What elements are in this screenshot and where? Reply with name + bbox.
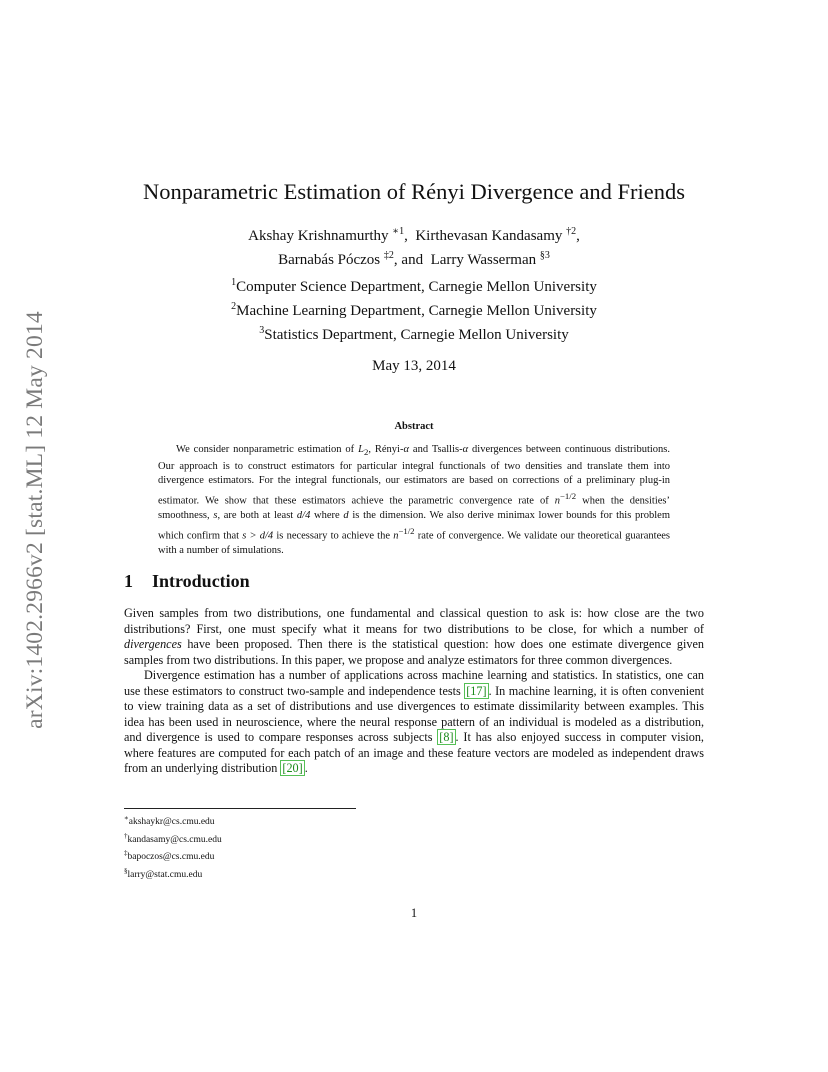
abstract-paragraph <box>158 443 670 558</box>
citation-link[interactable]: [8] <box>439 730 454 744</box>
body-paragraph <box>124 668 704 777</box>
abstract-text: when the densities’ smoothness, <box>158 495 670 521</box>
affiliation-name: Computer Science Department, Carnegie Mellon University <box>236 279 597 295</box>
affiliation-number: 1 <box>231 277 237 288</box>
affiliation-name: Machine Learning Department, Carnegie Mellon University <box>236 303 597 319</box>
footnote-mark: § <box>124 866 128 875</box>
math-symbol: d <box>343 509 349 521</box>
author-footnote-mark: ‡2 <box>383 250 394 261</box>
citation-link[interactable]: [20] <box>282 761 303 775</box>
body-text: Divergence estimation has a number of applications across machine learning and statistics. In statistics, one can use these estimators to construct two-sample and independence tests <box>124 668 704 698</box>
math-superscript: −1/2 <box>559 490 577 501</box>
author-footnote-mark: ∗1 <box>392 226 405 237</box>
affiliation-name: Statistics Department, Carnegie Mellon University <box>264 327 569 343</box>
publication-date: May 13, 2014 <box>372 358 456 374</box>
abstract-text: We consider nonparametric estimation of <box>176 444 359 455</box>
abstract-text: , Rényi- <box>368 444 404 455</box>
footnote-divider <box>124 808 356 809</box>
paper-title: Nonparametric Estimation of Rényi Divergence and Friends <box>143 179 685 204</box>
body-paragraph <box>124 606 704 668</box>
author-name: Kirthevasan Kandasamy <box>415 228 563 244</box>
section-number: 1 <box>124 571 133 591</box>
body-text: . It has also enjoyed success in computer vision, where features are computed for each patch of an image and these feature vectors are modeled as independent draws from an underlying distribution <box>124 730 704 775</box>
arxiv-identifier-stamp: arXiv:1402.2966v2 [stat.ML] 12 May 2014 <box>22 311 48 729</box>
section-title: Introduction <box>152 571 250 591</box>
section-heading <box>124 571 724 592</box>
citation-link[interactable]: [17] <box>466 683 487 698</box>
abstract-text: , are both at least <box>217 509 297 521</box>
footnote-email: larry@stat.cmu.edu <box>127 870 203 881</box>
affiliation <box>0 297 828 321</box>
abstract-text: and Tsallis- <box>408 444 463 455</box>
author-name: Barnabás Póczos <box>278 252 381 268</box>
footnote <box>124 812 524 830</box>
abstract-body <box>158 443 670 558</box>
author-footnote-mark: †2 <box>566 226 577 237</box>
math-symbol: s <box>213 509 218 521</box>
affiliation-list <box>0 273 828 345</box>
author-name: Akshay Krishnamurthy <box>248 228 389 244</box>
math-symbol: n <box>393 530 399 542</box>
introduction-body <box>124 606 704 777</box>
abstract-text: divergences between continuous distributions. Our approach is to construct estimators for particular integral functionals of two densities and translate them into divergence estimators. For the integral functionals, our estimators are based on corrections of a preliminary plug-in estimator. We show that these estimators achieve the parametric convergence rate of <box>158 444 670 507</box>
footnote-list <box>124 812 524 883</box>
footnote <box>124 830 524 848</box>
body-text: Given samples from two distributions, one fundamental and classical question to ask is: how close are the two distributions? First, one must specify what it means for two distributions to be close, for which a number of <box>124 606 704 636</box>
math-symbol: s > d/4 <box>242 530 274 542</box>
footnote <box>124 847 524 865</box>
footnote <box>124 865 524 883</box>
affiliation-number: 3 <box>259 325 265 336</box>
footnote-email: kandasamy@cs.cmu.edu <box>127 834 222 845</box>
emphasis-text: divergences <box>124 637 182 651</box>
footnote-email: bapoczos@cs.cmu.edu <box>127 852 215 863</box>
affiliation <box>0 321 828 345</box>
body-text: . In machine learning, it is often convenient to view training data as a set of distributions and use divergences to estimate dissimilarity between examples. This idea has been used in neuroscience, where the neural response pattern of an individual is modeled as a distribution, and divergence is used to compare responses across subjects <box>124 683 704 744</box>
abstract-text: is the dimension. We also derive minimax lower bounds for this problem which confirm that <box>158 509 671 542</box>
abstract-heading: Abstract <box>394 421 434 432</box>
math-symbol: α <box>403 444 409 455</box>
math-symbol: α <box>462 444 469 455</box>
abstract-text: where <box>310 509 344 521</box>
footnote-mark: † <box>124 831 128 840</box>
author-footnote-mark: §3 <box>539 250 550 261</box>
author-conjunction: , and <box>393 252 424 268</box>
footnote-email: akshaykr@cs.cmu.edu <box>128 817 215 828</box>
footnote-mark: ‡ <box>124 849 128 858</box>
body-text: . <box>304 761 308 775</box>
page-number: 1 <box>410 906 418 920</box>
author-name: Larry Wasserman <box>430 252 537 268</box>
math-symbol: d/4 <box>296 509 311 521</box>
body-text: have been proposed. Then there is the statistical question: how does one estimate divergence given samples from two distributions. In this paper, we propose and analyze estimators for three common divergences. <box>124 637 704 667</box>
footnote-mark: ∗ <box>124 814 129 822</box>
math-symbol: L <box>358 444 364 455</box>
abstract-text: rate of convergence. We validate our theoretical guarantees with a number of simulations. <box>158 530 670 556</box>
abstract-text: is necessary to achieve the <box>273 530 394 542</box>
affiliation-number: 2 <box>231 301 237 312</box>
math-superscript: −1/2 <box>398 525 415 536</box>
affiliation <box>0 273 828 297</box>
author-list: Akshay Krishnamurthy $^{∗1}$, Kirthevasan Kandasamy $^{\dagger 2}$, Barnabás Póczos $^{\ddagger 2}$, and Larry Wasserman $^{\S 3}$ <box>248 226 580 268</box>
math-subscript: 2 <box>363 447 369 458</box>
math-symbol: n <box>554 495 560 507</box>
